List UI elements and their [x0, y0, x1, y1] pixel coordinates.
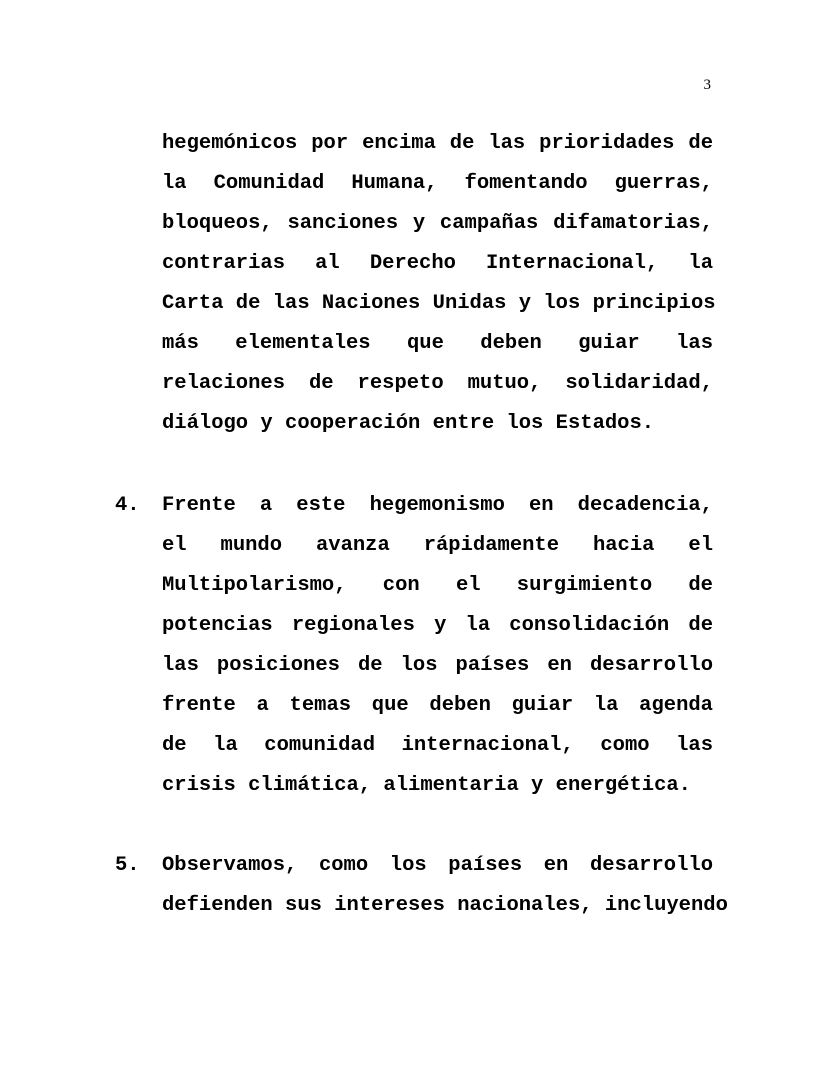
paragraph-line: Frente a este hegemonismo en decadencia, — [162, 494, 713, 517]
paragraph-number-label: 4. — [115, 494, 140, 517]
paragraph-line: relaciones de respeto mutuo, solidaridad, — [162, 372, 713, 395]
paragraph-line: potencias regionales y la consolidación de — [162, 614, 713, 637]
paragraph-line: Observamos, como los países en desarrollo — [162, 854, 713, 877]
paragraph-line: crisis climática, alimentaria y energética. — [162, 774, 691, 797]
paragraph-line: frente a temas que deben guiar la agenda — [162, 694, 713, 717]
paragraph-line: las posiciones de los países en desarrollo — [162, 654, 713, 677]
paragraph-line: diálogo y cooperación entre los Estados. — [162, 412, 655, 435]
paragraph-number — [115, 846, 159, 886]
paragraph-line: la Comunidad Humana, fomentando guerras, — [162, 172, 713, 195]
paragraph-line: el mundo avanza rápidamente hacia el — [162, 534, 713, 557]
paragraph-line: Multipolarismo, con el surgimiento de — [162, 574, 713, 597]
paragraph-line: contrarias al Derecho Internacional, la — [162, 252, 713, 275]
continuation-paragraph — [162, 124, 716, 444]
paragraph-line: de la comunidad internacional, como las — [162, 734, 713, 757]
paragraph-body — [162, 846, 728, 926]
paragraph-line: bloqueos, sanciones y campañas difamatorias, — [162, 212, 713, 235]
paragraph-number — [115, 486, 159, 526]
paragraph-line: más elementales que deben guiar las — [162, 332, 713, 355]
paragraph-line: Carta de las Naciones Unidas y los principios — [162, 292, 716, 315]
paragraph-line: defienden sus intereses nacionales, incluyendo — [162, 894, 728, 917]
page-number: 3 — [703, 77, 711, 93]
paragraph-body — [162, 486, 713, 806]
paragraph-number-label: 5. — [115, 854, 140, 877]
paragraph-line: hegemónicos por encima de las prioridades de — [162, 132, 713, 155]
